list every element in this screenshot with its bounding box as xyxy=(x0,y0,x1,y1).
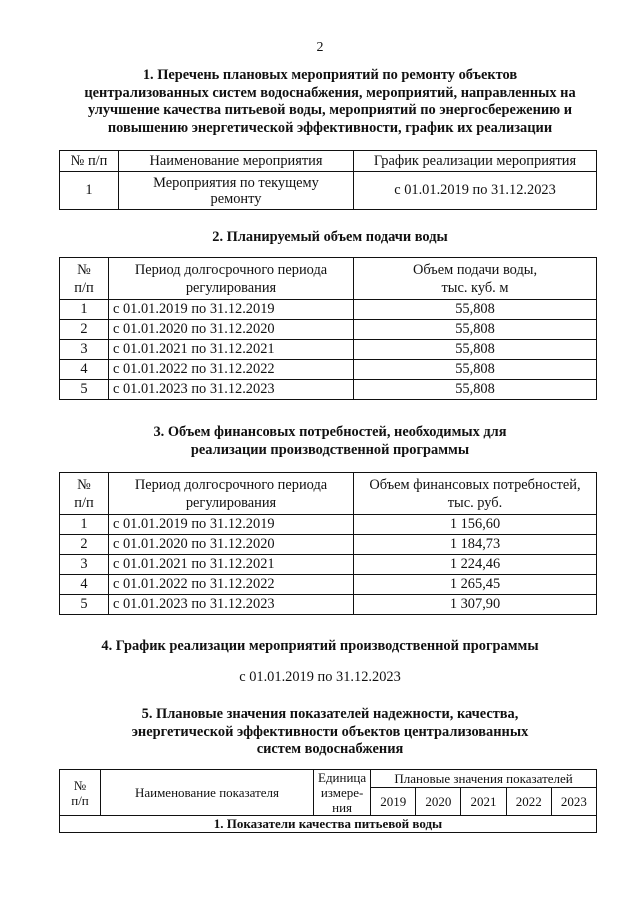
col-header-schedule: График реализации мероприятия xyxy=(354,151,597,172)
table-row xyxy=(60,172,597,210)
row-volume: 55,808 xyxy=(354,320,597,340)
row-num: 1 xyxy=(60,515,109,535)
col-header-planned: Плановые значения показателей xyxy=(371,770,597,788)
table-row xyxy=(60,300,597,320)
row-amount: 1 265,45 xyxy=(354,575,597,595)
header-line: Период долгосрочного периода xyxy=(134,261,328,278)
row-period: с 01.01.2021 по 31.12.2021 xyxy=(109,340,354,360)
section1-title-line: повышению энергетической эффективности, график их реализации xyxy=(107,119,553,136)
section5-title xyxy=(40,706,620,759)
row-amount: 1 224,46 xyxy=(354,555,597,575)
section1-title-line: улучшение качества питьевой воды, мероприятий по энергосбережению и xyxy=(87,102,573,118)
row-period: с 01.01.2022 по 31.12.2022 xyxy=(109,360,354,380)
row-period: с 01.01.2020 по 31.12.2020 xyxy=(109,535,354,555)
row-period: с 01.01.2019 по 31.12.2019 xyxy=(109,300,354,320)
row-volume: 55,808 xyxy=(354,300,597,320)
water-supply-table xyxy=(59,257,597,400)
col-header-year: 2022 xyxy=(506,788,551,816)
section1-title-line: централизованных систем водоснабжения, мероприятий, направленных на xyxy=(84,84,576,101)
row-num: 4 xyxy=(60,575,109,595)
row-period: с 01.01.2022 по 31.12.2022 xyxy=(109,575,354,595)
header-line: п/п xyxy=(74,279,94,296)
col-header-period xyxy=(109,473,354,515)
row-num: 3 xyxy=(60,340,109,360)
table-row xyxy=(60,595,597,615)
section5-title-line: систем водоснабжения xyxy=(256,741,404,757)
indicators-table xyxy=(59,769,597,833)
row-volume: 55,808 xyxy=(354,360,597,380)
section4-period: с 01.01.2019 по 31.12.2023 xyxy=(239,669,401,685)
row-num: 1 xyxy=(60,300,109,320)
section5-title-line: энергетической эффективности объектов централизованных xyxy=(131,723,529,740)
table-row xyxy=(60,515,597,535)
header-line: № xyxy=(73,777,87,793)
row-amount: 1 156,60 xyxy=(354,515,597,535)
col-header-num: № п/п xyxy=(60,151,119,172)
header-line: Единица xyxy=(318,770,367,785)
row-schedule: с 01.01.2019 по 31.12.2023 xyxy=(354,172,597,210)
row-period: с 01.01.2023 по 31.12.2023 xyxy=(109,380,354,400)
col-header-year: 2020 xyxy=(416,788,461,816)
header-line: тыс. куб. м xyxy=(441,279,509,296)
row-period: с 01.01.2021 по 31.12.2021 xyxy=(109,555,354,575)
page-number: 2 xyxy=(316,40,324,55)
row-num: 5 xyxy=(60,380,109,400)
section1-title xyxy=(40,67,620,137)
col-header-num xyxy=(60,473,109,515)
row-volume: 55,808 xyxy=(354,380,597,400)
header-line: Объем подачи воды, xyxy=(412,261,538,278)
row-amount: 1 307,90 xyxy=(354,595,597,615)
table-header-row xyxy=(60,770,597,788)
table-row xyxy=(60,535,597,555)
table-row xyxy=(60,555,597,575)
table-header-row xyxy=(60,473,597,515)
col-header-num xyxy=(60,258,109,300)
header-line: п/п xyxy=(71,792,89,808)
section3-title xyxy=(40,424,620,459)
row-num: 2 xyxy=(60,535,109,555)
header-line: тыс. руб. xyxy=(447,494,503,511)
col-header-period xyxy=(109,258,354,300)
header-line: № xyxy=(77,261,91,278)
row-num: 2 xyxy=(60,320,109,340)
header-line: регулирования xyxy=(185,494,277,511)
header-line: Объем финансовых потребностей, xyxy=(369,476,581,493)
table-row xyxy=(60,340,597,360)
header-line: ния xyxy=(332,800,353,815)
header-line: п/п xyxy=(74,494,94,511)
section4-title: 4. График реализации мероприятий производственной программы xyxy=(101,638,539,654)
row-num: 4 xyxy=(60,360,109,380)
table-row xyxy=(60,360,597,380)
row-num: 1 xyxy=(60,172,119,210)
section2-title: 2. Планируемый объем подачи воды xyxy=(212,229,448,245)
row-period: с 01.01.2020 по 31.12.2020 xyxy=(109,320,354,340)
measure-name-line: ремонту xyxy=(210,190,262,207)
header-line: измере- xyxy=(320,785,364,800)
col-header-indicator: Наименование показателя xyxy=(101,770,314,816)
table-subheader-row xyxy=(60,816,597,833)
row-volume: 55,808 xyxy=(354,340,597,360)
col-header-volume xyxy=(354,258,597,300)
table-header-row xyxy=(60,151,597,172)
financial-needs-table xyxy=(59,472,597,615)
row-num: 3 xyxy=(60,555,109,575)
measure-name-line: Мероприятия по текущему xyxy=(153,174,319,191)
measures-table xyxy=(59,150,597,210)
header-line: Период долгосрочного периода xyxy=(134,476,328,493)
col-header-name: Наименование мероприятия xyxy=(119,151,354,172)
col-header-num xyxy=(60,770,101,816)
row-num: 5 xyxy=(60,595,109,615)
table-header-row xyxy=(60,258,597,300)
col-header-financial xyxy=(354,473,597,515)
table-row xyxy=(60,380,597,400)
col-header-year: 2021 xyxy=(461,788,506,816)
row-period: с 01.01.2023 по 31.12.2023 xyxy=(109,595,354,615)
col-header-year: 2019 xyxy=(371,788,416,816)
quality-indicators-subheader: 1. Показатели качества питьевой воды xyxy=(60,816,597,833)
col-header-year: 2023 xyxy=(551,788,596,816)
row-period: с 01.01.2019 по 31.12.2019 xyxy=(109,515,354,535)
header-line: № xyxy=(77,476,91,493)
section5-title-line: 5. Плановые значения показателей надежности, качества, xyxy=(141,706,519,722)
header-line: регулирования xyxy=(185,279,277,296)
section3-title-line: реализации производственной программы xyxy=(190,441,470,458)
table-row xyxy=(60,320,597,340)
row-measure-name xyxy=(119,172,354,210)
col-header-unit xyxy=(314,770,371,816)
section1-title-line: 1. Перечень плановых мероприятий по ремонту объектов xyxy=(142,67,518,83)
table-row xyxy=(60,575,597,595)
section3-title-line: 3. Объем финансовых потребностей, необходимых для xyxy=(153,424,507,440)
row-amount: 1 184,73 xyxy=(354,535,597,555)
